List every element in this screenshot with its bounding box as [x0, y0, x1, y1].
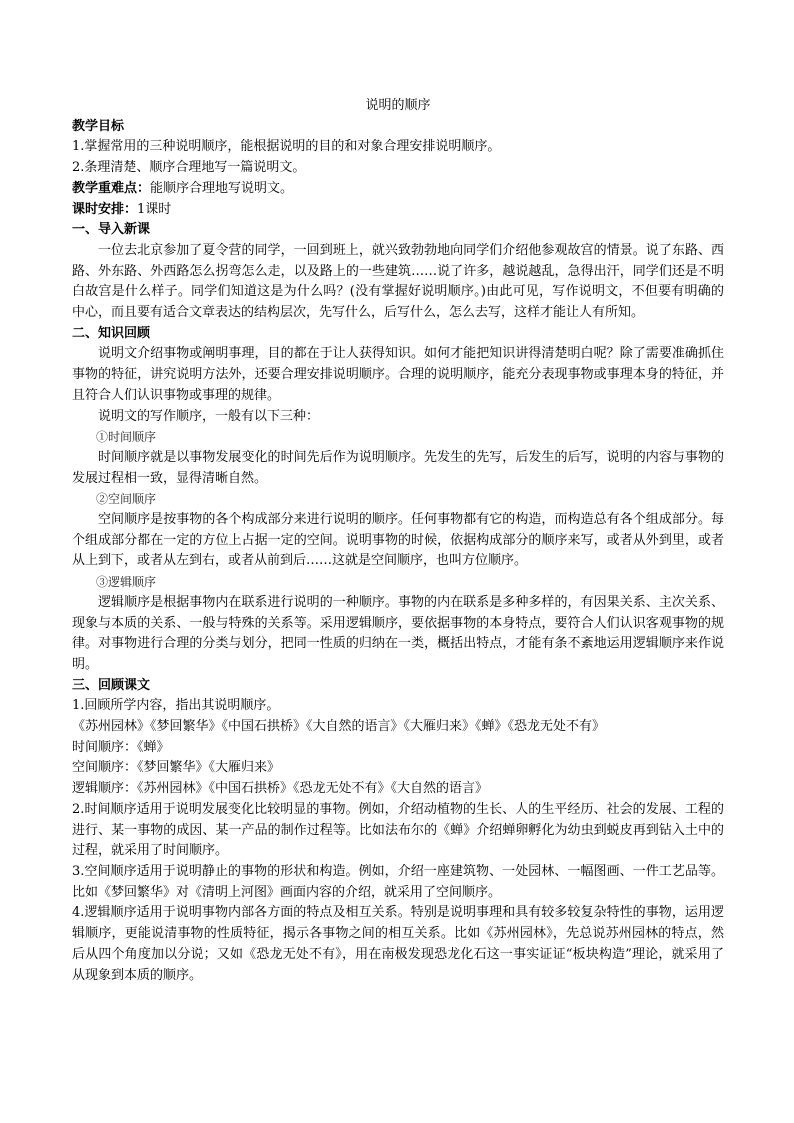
- text-titles-list: 《苏州园林》《梦回繁华》《中国石拱桥》《大自然的语言》《大雁归来》《蝉》《恐龙无处不有》: [72, 719, 606, 735]
- time-order-label: ①时间顺序: [96, 430, 157, 445]
- review-intro-paragraph: 说明文介绍事物或阐明事理，目的都在于让人获得知识。如何才能把知识讲得清楚明白呢？除了需要准确抓住事物的特征，讲究说明方法外，还要合理安排说明顺序。合理的说明顺序，能充分表现事物或事理本身的特征，并且符合人们认识事物或事理的规律。: [72, 346, 724, 403]
- key-points-label: 教学重难点：: [72, 180, 151, 196]
- space-order-texts: 空间顺序：《梦回繁华》《大雁归来》: [72, 760, 281, 776]
- period-label: 课时安排：: [72, 201, 138, 217]
- goal-item-2: 2.条理清楚、顺序合理地写一篇说明文。: [72, 160, 306, 176]
- period-text: 1课时: [137, 201, 172, 217]
- intro-paragraph: 一位去北京参加了夏令营的同学，一回到班上，就兴致勃勃地向同学们介绍他参观故宫的情景。说了东路、西路、外东路、外西路怎么拐弯怎么走，以及路上的一些建筑……说了许多，越说越乱，急得出汗，同学们还是不明白故宫是什么样子。同学们知道这是为什么吗？(没有掌握好说明顺序。)由此可见，写作说明文，不但要有明确的中心，而且要有适合文章表达的结构层次，先写什么，后写什么，怎么去写，这样才能让人有所知。: [72, 242, 724, 321]
- section-2-heading: 二、知识回顾: [72, 325, 151, 341]
- section-3-heading: 三、回顾课文: [72, 677, 151, 693]
- review-item-4: 4.逻辑顺序适用于说明事物内部各方面的特点及相互关系。特别是说明事理和具有较多较复杂特性的事物，运用逻辑顺序，更能说清事物的性质特征，揭示各事物之间的相互关系。比如《苏州园林》，先总说苏州园林的特点，然后从四个角度加以分说；又如《恐龙无处不有》，用在南极发现恐龙化石这一事实证证“板块构造”理论，就采用了从现象到本质的顺序。: [72, 905, 724, 983]
- key-points-text: 能顺序合理地写说明文。: [150, 180, 294, 196]
- review-item-3: 3.空间顺序适用于说明静止的事物的形状和构造。例如，介绍一座建筑物、一处园林、一幅图画、一件工艺品等。比如《梦回繁华》对《清明上河图》画面内容的介绍，就采用了空间顺序。: [72, 864, 724, 900]
- section-2-body: [72, 344, 724, 675]
- section-1-heading: 一、导入新课: [72, 222, 151, 238]
- period-line: [72, 200, 724, 221]
- time-order-texts: 时间顺序：《蝉》: [72, 739, 170, 755]
- section-1-body: [72, 241, 724, 324]
- time-order-paragraph: 时间顺序就是以事物发展变化的时间先后作为说明顺序。先发生的先写，后发生的后写，说明的内容与事物的发展过程相一致，显得清晰自然。: [72, 449, 724, 486]
- space-order-paragraph: 空间顺序是按事物的各个构成部分来进行说明的顺序。任何事物都有它的构造，而构造总有各个组成部分。每个组成部分都在一定的方位上占据一定的空间。说明事物的时候，依据构成部分的顺序来写，或者从外到里，或者从上到下，或者从左到右，或者从前到后……这就是空间顺序，也叫方位顺序。: [72, 512, 724, 569]
- page-title: 说明的顺序: [365, 98, 431, 113]
- key-points-line: [72, 179, 724, 200]
- order-types-intro: 说明文的写作顺序，一般有以下三种：: [98, 408, 320, 424]
- review-item-2: 2.时间顺序适用于说明发展变化比较明显的事物。例如，介绍动植物的生长、人的生平经历、社会的发展、工程的进行、某一事物的成因、某一产品的制作过程等。比如法布尔的《蝉》介绍蝉卵孵化为幼虫到蜕皮再到钻入土中的过程，就采用了时间顺序。: [72, 801, 724, 859]
- logic-order-paragraph: 逻辑顺序是根据事物内在联系进行说明的一种顺序。事物的内在联系是多种多样的，有因果关系、主次关系、现象与本质的关系、一般与特殊的关系等。采用逻辑顺序，要依据事物的本身特点，要符合人们认识客观事物的规律。对事物进行合理的分类与划分，把同一性质的归纳在一类，概括出特点，才能有条不紊地运用逻辑顺序来作说明。: [72, 594, 724, 672]
- space-order-label: ②空间顺序: [96, 492, 157, 507]
- document-page: [72, 96, 724, 986]
- goal-item-1: 1.掌握常用的三种说明顺序，能根据说明的目的和对象合理安排说明顺序。: [72, 139, 501, 155]
- logic-order-texts: 逻辑顺序：《苏州园林》《中国石拱桥》《恐龙无处不有》《大自然的语言》: [72, 781, 489, 797]
- goals-heading: 教学目标: [72, 118, 125, 134]
- review-item-1: 1.回顾所学内容，指出其说明顺序。: [72, 698, 280, 714]
- logic-order-label: ③逻辑顺序: [96, 575, 157, 590]
